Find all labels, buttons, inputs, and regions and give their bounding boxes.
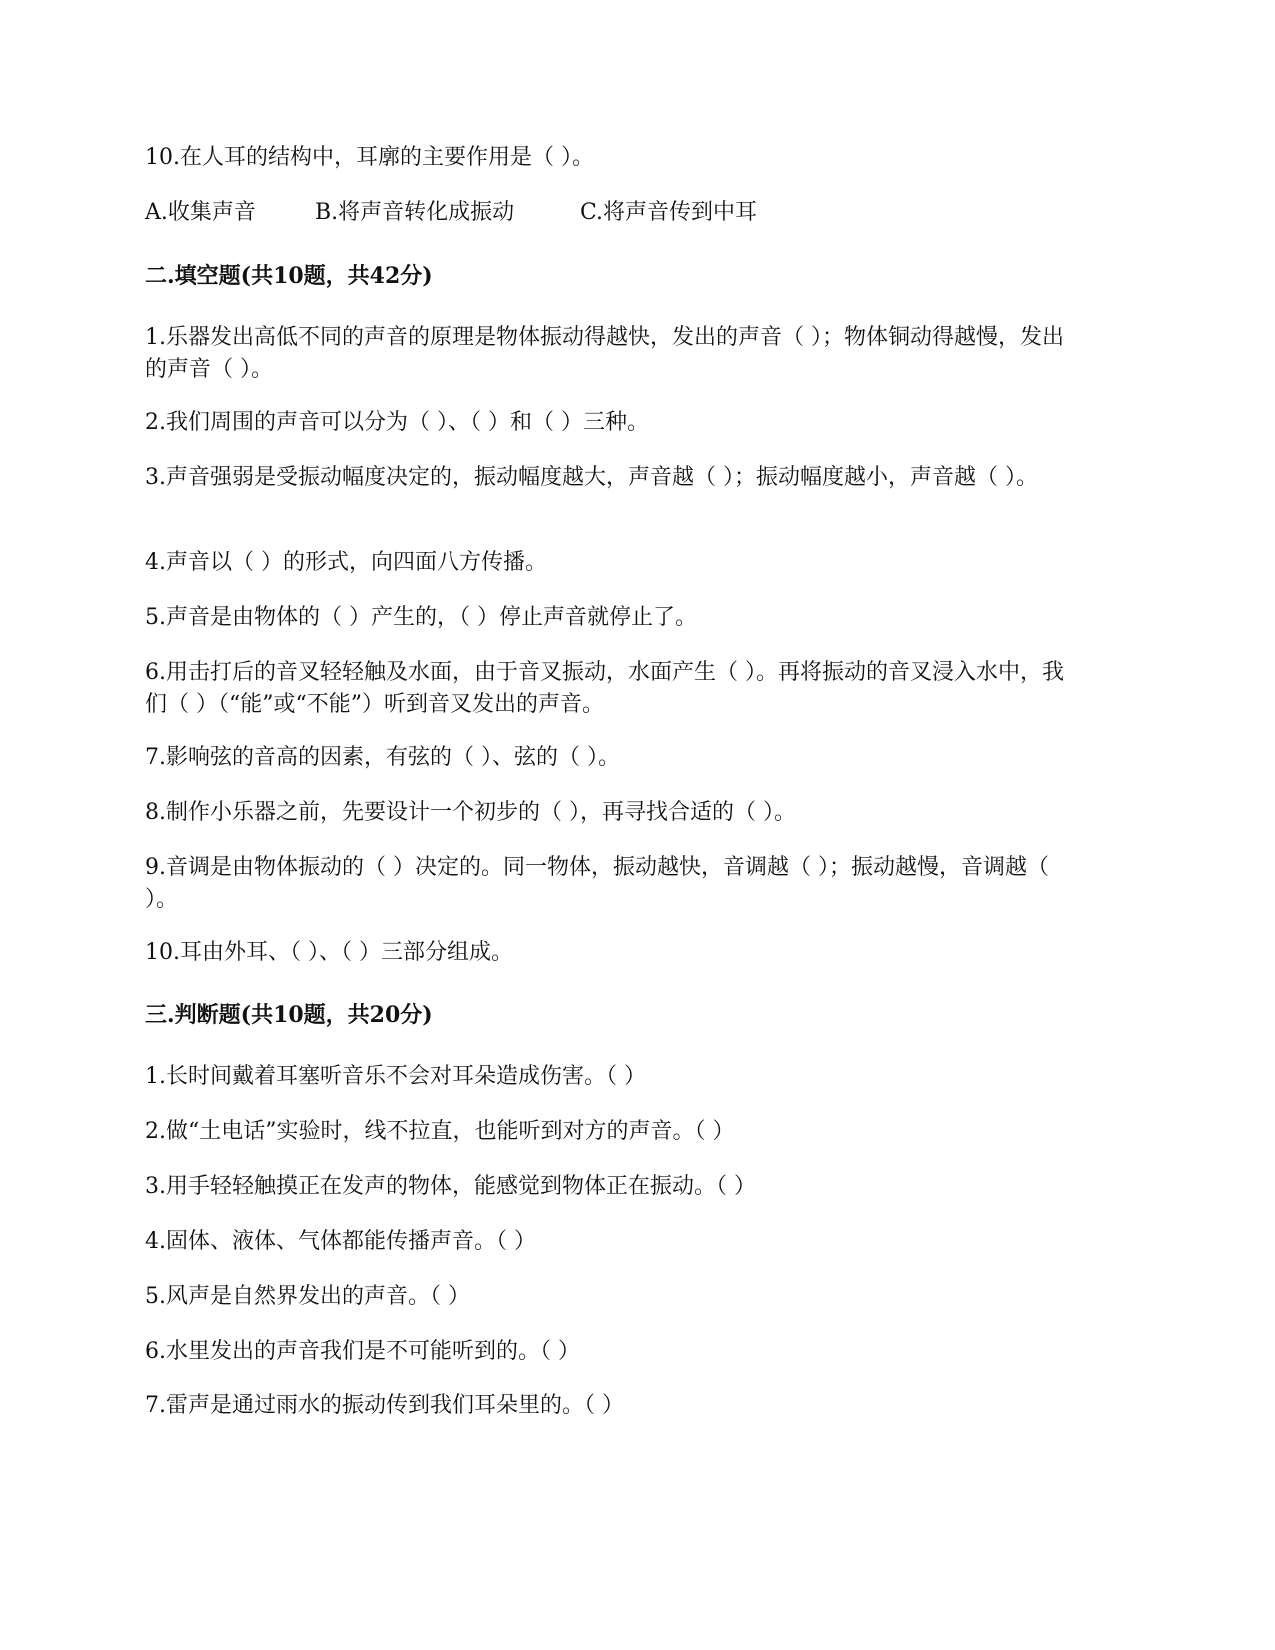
question-stem: 10.在人耳的结构中，耳廓的主要作用是（ ）。 <box>145 145 594 170</box>
fill-blank-question: 10.耳由外耳、（ ）、（ ）三部分组成。 <box>145 940 513 965</box>
option-a: A.收集声音 <box>145 200 256 225</box>
section-heading-true-false: 三.判断题(共10题，共20分) <box>145 1002 433 1028</box>
true-false-question: 1.长时间戴着耳塞听音乐不会对耳朵造成伤害。（ ） <box>145 1064 646 1089</box>
true-false-question: 4.固体、液体、气体都能传播声音。（ ） <box>145 1229 536 1254</box>
option-b: B.将声音转化成振动 <box>315 200 515 225</box>
true-false-question: 5.风声是自然界发出的声音。（ ） <box>145 1284 470 1309</box>
fill-blank-question: 9.音调是由物体振动的（ ）决定的。同一物体，振动越快，音调越（ ）；振动越慢，音调越（ ）。 <box>145 855 1049 912</box>
true-false-question: 3.用手轻轻触摸正在发声的物体，能感觉到物体正在振动。（ ） <box>145 1174 756 1199</box>
true-false-question: 7.雷声是通过雨水的振动传到我们耳朵里的。（ ） <box>145 1393 624 1418</box>
fill-blank-question: 2.我们周围的声音可以分为（ ）、（ ）和（ ）三种。 <box>145 410 649 435</box>
fill-blank-question: 8.制作小乐器之前，先要设计一个初步的（ ），再寻找合适的（ ）。 <box>145 800 796 825</box>
true-false-question: 6.水里发出的声音我们是不可能听到的。（ ） <box>145 1339 580 1364</box>
fill-blank-question: 7.影响弦的音高的因素，有弦的（ ）、弦的（ ）。 <box>145 745 620 770</box>
fill-blank-question: 6.用击打后的音叉轻轻触及水面，由于音叉振动，水面产生（ ）。再将振动的音叉浸入水中，我们（ ）（“能”或“不能”）听到音叉发出的声音。 <box>145 660 1064 717</box>
true-false-question: 2.做“土电话”实验时，线不拉直，也能听到对方的声音。（ ） <box>145 1119 735 1144</box>
answer-options <box>145 197 1085 229</box>
fill-blank-question: 5.声音是由物体的（ ）产生的，（ ）停止声音就停止了。 <box>145 605 697 630</box>
option-c: C.将声音传到中耳 <box>580 200 758 225</box>
fill-blank-question: 4.声音以（ ）的形式，向四面八方传播。 <box>145 550 547 575</box>
fill-blank-question: 1.乐器发出高低不同的声音的原理是物体振动得越快，发出的声音（ ）；物体铜动得越慢，发出的声音（ ）。 <box>145 325 1064 382</box>
fill-blank-question: 3.声音强弱是受振动幅度决定的，振动幅度越大，声音越（ ）；振动幅度越小，声音越（ ）。 <box>145 465 1038 490</box>
section-heading-fill-blank: 二.填空题(共10题，共42分) <box>145 263 433 289</box>
